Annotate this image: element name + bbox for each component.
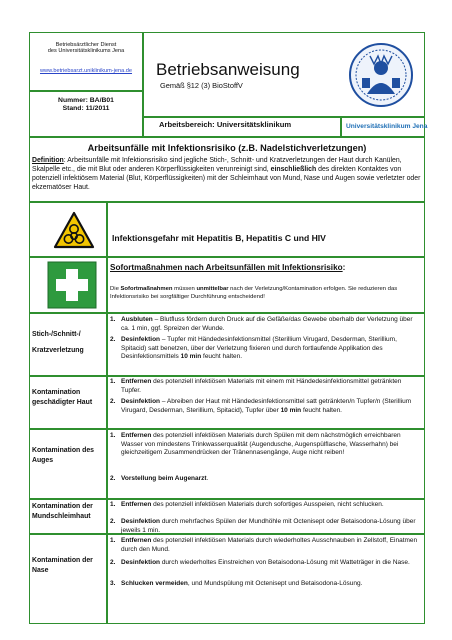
org-website-link[interactable]: www.betriebsarzt.uniklinikum-jena.de — [39, 68, 133, 74]
step-bold-2: 10 min — [280, 406, 302, 414]
step-text: – Blutfluss fördern durch Druck auf die Gefäße/das Gewebe oberhalb der Verletzung über ca. 1 min, ggf. Spreizen der Wunde. — [121, 316, 413, 332]
row-label-line-1: Stich-/Schnitt-/ — [32, 331, 81, 338]
step-text: – Tupfer mit Händedesinfektionsmittel (Sterillium Virugard, Desderman, Sterillium, Spitacid) satt benetzen, über der Verletzung fixieren und durch fortlaufende Applikation des Desinfektionsmittels — [121, 336, 397, 361]
step-bold-2: 10 min — [180, 353, 202, 361]
step-number: 1. — [110, 501, 116, 508]
org-line-1: Betriebsärztlicher Dienst — [55, 42, 117, 48]
measures-title — [110, 263, 345, 272]
note-mid: müssen — [172, 286, 197, 292]
uniklinikum-logo-icon: Universitätsklinikum Jena — [346, 123, 428, 130]
row-label-mund — [32, 502, 106, 522]
step-bold: Desinfektion — [121, 559, 161, 566]
header-divider-left — [142, 32, 144, 137]
step-item — [110, 559, 422, 568]
step-number: 2. — [110, 518, 116, 525]
work-area: Arbeitsbereich: Universitätsklinikum — [159, 120, 292, 129]
org-name — [31, 42, 141, 55]
step-text: , und Mundspülung mit Octenisept und Betaisodona-Lösung. — [187, 580, 363, 587]
university-seal-icon — [348, 42, 414, 108]
step-number: 1. — [110, 432, 116, 439]
step-item — [110, 316, 422, 333]
step-text: des potenziell infektiösen Materials durch wiederholtes Ausschnauben in Zellstoff, Einatmen durch den Mund. — [121, 537, 418, 553]
row-label-line-2: Kratzverletzung — [32, 347, 84, 354]
definition-bold: einschließlich — [270, 166, 317, 174]
measures-note — [110, 286, 422, 301]
step-item — [110, 475, 422, 484]
step-item — [110, 432, 422, 458]
header-bottom-line — [29, 136, 425, 138]
row-label-auge — [32, 446, 106, 466]
step-text: durch wiederholtes Einstreichen von Betaisodona-Lösung mit Watteträger in die Nase. — [160, 559, 410, 566]
note-pre: Die — [110, 286, 121, 292]
hazard-bottom-line — [29, 256, 425, 258]
step-item — [110, 398, 422, 415]
row-label-line-2: Nase — [32, 567, 49, 574]
header-divider-right — [340, 116, 342, 137]
biohazard-warning-icon — [53, 211, 95, 249]
step-item — [110, 378, 422, 395]
step-bold: Entfernen — [121, 501, 152, 508]
step-bold: Ausbluten — [121, 316, 153, 323]
row-label-line-1: Kontamination der — [32, 557, 93, 564]
note-post: nach der Verletzung/Kontamination erfolgen. Sie reduzieren das Infektionsrisiko bei sorgfältiger Durchführung entscheidend! — [110, 286, 398, 300]
row-label-line-2: geschädigter Haut — [32, 399, 93, 406]
page-title: Betriebsanweisung — [156, 60, 300, 79]
step-number: 2. — [110, 336, 116, 343]
measures-title-colon: : — [342, 263, 346, 272]
step-bold: Entfernen — [121, 537, 152, 544]
step-bold: Entfernen — [121, 378, 152, 385]
page-subtitle: Gemäß §12 (3) BioStoffV — [160, 81, 243, 90]
step-text: durch mehrfaches Spülen der Mundhöhle mit Octenisept oder Betaisodona-Lösung über jeweils 1 min. — [121, 518, 416, 534]
org-divider — [29, 90, 143, 92]
step-bold: Desinfektion — [121, 518, 161, 525]
step-number: 2. — [110, 559, 116, 566]
step-number: 1. — [110, 378, 116, 385]
label-column-divider — [106, 312, 108, 624]
step-number: 1. — [110, 316, 116, 323]
section-title: Arbeitsunfälle mit Infektionsrisiko (z.B. Nadelstichverletzungen) — [87, 143, 367, 153]
definition-text-2: des direkten Kontaktes von potenziell infektiösem Material (Blut, Körperflüssigkeiten) mit der Schleimhaut von Mund, Nase und Augen sowie verletzter oder ekzematöser Haut. — [32, 166, 421, 192]
step-text: des potenziell infektiösen Materials durch sofortiges Ausspeien, nicht schlucken. — [151, 501, 384, 508]
step-bold: Vorstellung beim Augenarzt — [121, 475, 207, 482]
step-text-2: feucht halten. — [301, 406, 342, 414]
step-text: des potenziell infektiösen Materials durch Spülen mit dem nächstmöglich erreichbaren Wasser von mindestens Trinkwasserqualität (Augendusche, Augenspülflasche, Wasserhahn) bei gleichzeitigem Zusammendrücken der Tränennasengänge, Auge nicht reiben! — [121, 432, 401, 457]
step-bold: Schlucken vermeiden — [121, 580, 188, 587]
step-number: 2. — [110, 475, 116, 482]
step-item — [110, 501, 422, 510]
definition-label: Definition — [32, 157, 64, 164]
step-number: 1. — [110, 537, 116, 544]
org-line-2: des Universitätsklinikums Jena — [47, 48, 125, 55]
row-divider-1 — [29, 375, 425, 377]
row-label-line-2: Mundschleimhaut — [32, 513, 91, 520]
definition-text — [32, 156, 422, 192]
hazard-text: Infektionsgefahr mit Hepatitis B, Hepatitis C und HIV — [112, 233, 326, 243]
note-bold-2: unmittelbar — [196, 286, 229, 292]
step-bold: Desinfektion — [121, 398, 161, 405]
row-label-nase — [32, 556, 106, 576]
step-text-2: feucht halten. — [201, 353, 243, 361]
step-item — [110, 580, 422, 589]
row-label-line-2: Auges — [32, 457, 54, 464]
row-label-line-1: Kontamination des — [32, 447, 95, 454]
step-text: . — [206, 475, 209, 482]
step-text: des potenziell infektiösen Materials mit einem mit Händedesinfektionsmittel getränkten Tupfer. — [121, 378, 402, 394]
definition-bottom-line — [29, 201, 425, 203]
doc-number: Nummer: BA/B01 — [58, 97, 114, 104]
row-label-haut — [32, 388, 106, 408]
step-bold: Entfernen — [121, 432, 152, 439]
row-label-line-1: Kontamination — [32, 389, 81, 396]
step-item — [110, 336, 422, 362]
measures-title-text: Sofortmaßnahmen nach Arbeitsunfällen mit Infektionsrisiko — [110, 263, 343, 272]
first-aid-cross-icon — [47, 261, 97, 309]
step-number: 2. — [110, 398, 116, 405]
definition-text-1: : Arbeitsunfälle mit Infektionsrisiko sind jegliche Stich-, Schnitt- und Kratzverletzungen der Haut durch Kanülen, Skalpelle etc., die mit Blut oder anderen Körperflüssigkeiten verunreinigt sind, — [32, 157, 402, 174]
document-number — [31, 97, 141, 113]
area-divider — [142, 116, 425, 118]
row-label-stich — [32, 330, 106, 356]
step-item — [110, 537, 422, 554]
row-label-line-1: Kontamination der — [32, 503, 93, 510]
doc-status: Stand: 11/2011 — [62, 104, 110, 112]
icon-column-divider-top — [106, 201, 108, 312]
step-bold: Desinfektion — [121, 336, 161, 343]
step-item — [110, 518, 422, 535]
note-bottom-line — [29, 312, 425, 314]
step-text: – Abreiben der Haut mit Händedesinfektionsmittel satt getränkten/n Tupfer/n (Sterillium Virugard, Desderman, Sterillium, Spitacid), Tupfer über — [121, 398, 412, 414]
row-divider-2 — [29, 428, 425, 430]
step-number: 3. — [110, 580, 116, 587]
note-bold-1: Sofortmaßnahmen — [120, 286, 173, 292]
row-divider-3 — [29, 498, 425, 500]
